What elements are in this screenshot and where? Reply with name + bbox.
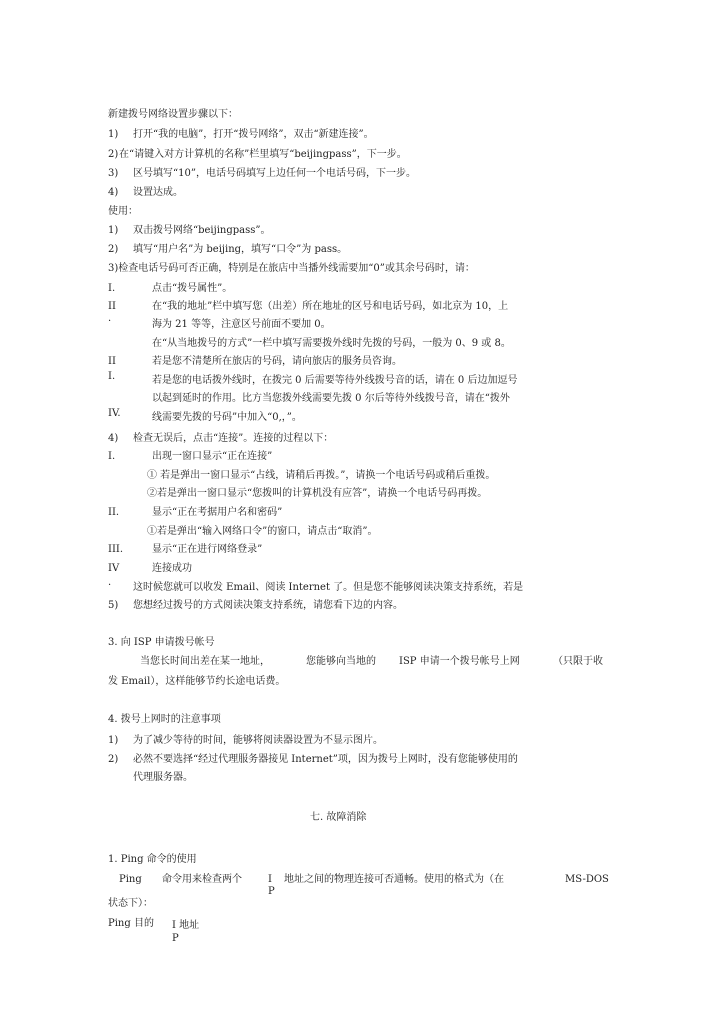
section-3-p1-a: 当您长时间出差在某一地址， — [140, 656, 270, 667]
setup-step-1-text: 打开“我的电脑”，打开“拨号网络”，双击“新建连接”。 — [133, 129, 374, 140]
section-4-item-1-text: 为了减少等待的时间，能够将阅读器设置为不显示图片。 — [133, 735, 383, 746]
ping-title: 1. Ping 命令的使用 — [108, 854, 197, 865]
section-4-item-1-num: 1) — [108, 735, 119, 746]
section-3-p1-b: 您能够向当地的 — [306, 656, 376, 667]
ping-l1-a: Ping — [119, 874, 142, 885]
use-step-2-text: 填写“用户名”为 beijing，填写“口令”为 pass。 — [133, 244, 348, 255]
section-3-title: 3. 向 ISP 申请拨号帐号 — [108, 637, 215, 648]
section-3-p2: 发 Email），这样能够节约长途电话费。 — [108, 676, 286, 687]
marker-b-5: 5) — [108, 600, 119, 611]
marker-b-iii: III. — [108, 544, 124, 555]
setup-step-4-num: 4) — [108, 187, 119, 198]
section-4-item-2-cont: 代理服务器。 — [133, 772, 193, 783]
use-step-2-num: 2) — [108, 244, 119, 255]
step-3-text: 3)检查电话号码可否正确，特别是在旅店中当播外线需要加“0”或其余号码时，请： — [108, 263, 475, 274]
setup-step-3-text: 区号填写“10”，电话号码填写上边任何一个电话号码，下一步。 — [133, 168, 416, 179]
setup-step-2-text: 在“请键入对方计算机的名称”栏里填写“beijingpass”，下一步。 — [119, 149, 407, 160]
ping-l1-b: 命令用来检查两个 — [162, 874, 242, 885]
ping-l1-f: MS-DOS — [565, 874, 609, 885]
setup-step-3-num: 3) — [108, 168, 119, 179]
sub-a-line-7: 以起到延时的作用。比方当您拨外线需要先拨 0 尔后等待外线拨号音，请在“拨外 — [152, 393, 510, 404]
sub-a-line-2: 在“我的地址”栏中填写您（出差）所在地址的区号和电话号码，如北京为 10，上 — [152, 301, 509, 312]
marker-iii-a: II — [108, 356, 116, 367]
setup-step-1-num: 1) — [108, 129, 119, 140]
step-4-text: 检查无误后，点击“连接”。连接的过程以下： — [133, 433, 334, 444]
section-3-p1-d: （只限于收 — [553, 656, 603, 667]
sub-b-5b: 您想经过拨号的方式阅读决策支持系统，请您看下边的内容。 — [133, 600, 403, 611]
marker-iv: IV. — [108, 408, 121, 419]
sub-a-line-3: 海为 21 等等，注意区号前面不要加 0。 — [152, 319, 331, 330]
use-step-1-text: 双击拨号网络“beijingpass”。 — [133, 225, 271, 236]
intro-line: 新建拨号网络设置步骤以下： — [108, 109, 238, 120]
sub-b-4: 连接成功 — [152, 563, 192, 574]
marker-i: I. — [108, 283, 116, 294]
marker-b-dot: · — [108, 580, 112, 591]
section-4-item-2-num: 2) — [108, 754, 119, 765]
ping-l3-c: P — [172, 933, 179, 944]
ping-l1-c: I — [268, 874, 272, 885]
sub-b-1: 出现一窗口显示“正在连接” — [152, 451, 273, 462]
marker-b-i: I. — [108, 451, 116, 462]
sub-a-line-5: 若是您不清楚所在旅店的号码，请向旅店的服务员咨询。 — [152, 356, 402, 367]
ping-l1-d: P — [268, 886, 275, 897]
sub-a-line-6: 若是您的电话拨外线时，在拨完 0 后需要等待外线拨号音的话，请在 0 后边加逗号 — [152, 375, 518, 386]
marker-iii-b: I. — [108, 371, 116, 382]
section-4-title: 4. 拨号上网时的注意事项 — [108, 714, 221, 725]
sub-a-line-8: 线需要先拨的号码”中加入“0,，”。 — [152, 412, 302, 423]
use-step-1-num: 1) — [108, 225, 119, 236]
marker-b-iv: IV — [108, 563, 120, 574]
ping-l3-b: I 地址 — [172, 920, 200, 931]
sub-b-2a: ①若是弹出“输入网络口令”的窗口，请点击“取消”。 — [147, 526, 378, 537]
sub-b-1a: ① 若是弹出一窗口显示“占线，请稍后再拨。”，请换一个电话号码或稍后重拨。 — [147, 470, 496, 481]
ping-l1-e: 地址之间的物理连接可否通畅。使用的格式为（在 — [284, 874, 504, 885]
use-heading: 使用： — [108, 206, 138, 217]
sub-b-1b: ②若是弹出一窗口显示“您拨叫的计算机没有应答”，请换一个电话号码再拨。 — [147, 488, 488, 499]
sub-a-line-4: 在“从当地拨号的方式”一栏中填写需要拨外线时先拨的号码，一般为 0、9 或 8。 — [152, 338, 511, 349]
marker-dot: · — [108, 316, 112, 327]
marker-b-ii: II. — [108, 507, 120, 518]
step-4-num: 4) — [108, 433, 119, 444]
sub-a-line-1: 点击“拨号属性”。 — [152, 283, 233, 294]
sub-b-3: 显示“正在进行网络登录” — [152, 544, 263, 555]
ping-l3-a: Ping 目的 — [108, 918, 154, 929]
marker-ii: II — [108, 301, 116, 312]
section-4-item-2-text: 必然不要选择“经过代理服务器接见 Internet”项，因为拨号上网时，没有您能够使用的 — [133, 754, 518, 765]
ping-l2: 状态下）： — [108, 898, 153, 909]
setup-step-2-num: 2) — [108, 149, 119, 160]
chapter-heading: 七. 故障消除 — [310, 812, 367, 823]
section-3-p1-c: ISP 申请一个拨号帐号上网 — [399, 656, 520, 667]
setup-step-4-text: 设置达成。 — [133, 187, 183, 198]
sub-b-5a: 这时候您就可以收发 Email、阅读 Internet 了。但是您不能够阅读决策支持系统，若是 — [133, 582, 524, 593]
sub-b-2: 显示“正在考据用户名和密码” — [152, 507, 283, 518]
